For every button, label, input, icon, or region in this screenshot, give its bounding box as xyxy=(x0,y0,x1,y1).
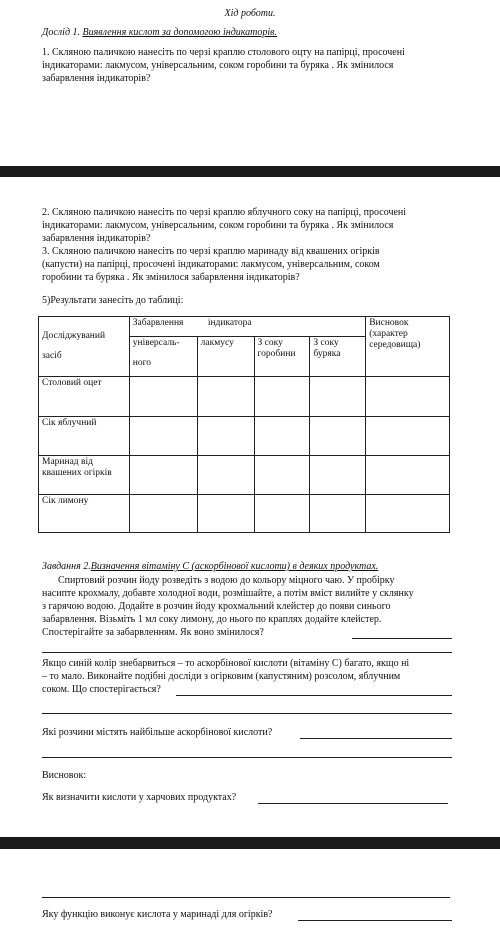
row-label: Столовий оцет xyxy=(39,377,130,417)
row-label: Сік яблучний xyxy=(39,417,130,456)
step-1-line: 1. Скляною паличкою нанесіть по черзі краплю столового оцту на папірці, просочені xyxy=(42,47,405,58)
task-2-paragraph-line: забарвлення. Візьміть 1 мл соку лимону, до нього по краплях додайте клейстер. xyxy=(42,614,382,625)
table-cell[interactable] xyxy=(197,417,254,456)
table-cell[interactable] xyxy=(129,495,197,533)
task-2-hint-line: – то мало. Виконайте подібні досліди з огірковим (капустяним) розсолом, яблучним xyxy=(42,671,401,682)
table-cell[interactable] xyxy=(254,377,310,417)
table-cell[interactable] xyxy=(129,456,197,495)
conclusion-label: Висновок: xyxy=(42,770,87,781)
table-row xyxy=(39,495,450,533)
task-2-paragraph-line: Спиртовий розчин йоду розведіть з водою до кольору міцного чаю. У пробірку xyxy=(58,575,395,586)
task-2-paragraph-line: насипте крохмалу, добавте холодної води, розмішайте, а потім вміст вилийте у склянку xyxy=(42,588,414,599)
task-2-paragraph-line: Спостерігайте за забарвленням. Як воно змінилося? xyxy=(42,627,264,638)
table-cell[interactable] xyxy=(310,417,366,456)
table-cell[interactable] xyxy=(254,495,310,533)
table-cell[interactable] xyxy=(366,417,450,456)
header-substance xyxy=(39,317,130,377)
header-indicator-color xyxy=(129,317,365,337)
step-1-line: індикаторами: лакмусом, універсальним, соком горобини та буряка . Як змінилося xyxy=(42,60,394,71)
step-5-instruction: 5)Результати занесіть до таблиці: xyxy=(42,295,184,306)
results-table xyxy=(38,316,450,533)
table-row xyxy=(39,377,450,417)
step-2-line: забарвлення індикаторів? xyxy=(42,233,151,244)
step-2-line: індикаторами: лакмусом, універсальним, соком горобини та буряка . Як змінилося xyxy=(42,220,394,231)
answer-line[interactable] xyxy=(42,757,452,758)
col-litmus: лакмусу xyxy=(197,337,254,377)
header-substance-l1: Досліджуваний xyxy=(42,331,106,341)
step-2-line: 2. Скляною паличкою нанесіть по черзі краплю яблучного соку на папірці, просочені xyxy=(42,207,407,218)
table-cell[interactable] xyxy=(310,377,366,417)
question-most-acid: Які розчини містять найбільше аскорбінової кислоти? xyxy=(42,727,273,738)
table-cell[interactable] xyxy=(366,456,450,495)
header-substance-l2: засіб xyxy=(42,351,62,361)
table-cell[interactable] xyxy=(366,495,450,533)
table-row xyxy=(39,417,450,456)
table-cell[interactable] xyxy=(254,417,310,456)
step-3-line: (капусти) на папірці, просочені індикаторами: лакмусом, універсальним, соком xyxy=(42,259,380,270)
task-2-topic: Визначення вітаміну С (аскорбінової кислоти) в деяких продуктах. xyxy=(90,561,379,572)
table-cell[interactable] xyxy=(310,495,366,533)
row-label: Сік лимону xyxy=(39,495,130,533)
row-label: Маринад від квашених огірків xyxy=(39,456,130,495)
header-color: Забарвлення xyxy=(132,318,184,328)
step-1-line: забарвлення індикаторів? xyxy=(42,73,151,84)
task-2-title xyxy=(42,561,378,574)
header-indicator: індикатора xyxy=(207,318,252,328)
answer-line[interactable] xyxy=(352,638,452,639)
answer-line[interactable] xyxy=(176,695,452,696)
answer-line[interactable] xyxy=(300,738,452,739)
answer-line[interactable] xyxy=(42,652,452,653)
header-conclusion: Висновок (характер середовища) xyxy=(366,317,450,377)
table-cell[interactable] xyxy=(129,417,197,456)
col-universal-l1: універсаль- xyxy=(132,338,180,348)
experiment-label: Дослід 1. xyxy=(42,27,80,38)
page-2 xyxy=(0,177,500,837)
answer-line[interactable] xyxy=(298,920,452,921)
question-marinade-function: Яку функцію виконує кислота у маринаді для огірків? xyxy=(42,909,273,920)
experiment-title: Виявлення кислот за допомогою індикаторів. xyxy=(82,27,278,38)
col-beet: З соку буряка xyxy=(310,337,366,377)
table-cell[interactable] xyxy=(197,377,254,417)
table-cell[interactable] xyxy=(197,456,254,495)
answer-line[interactable] xyxy=(42,897,450,898)
task-2-hint-line: Якщо синій колір знебарвиться – то аскорбінової кислоти (вітаміну С) багато, якщо ні xyxy=(42,658,410,669)
col-rowan: З соку горобини xyxy=(254,337,310,377)
col-universal-l2: ного xyxy=(132,358,152,368)
table-cell[interactable] xyxy=(254,456,310,495)
table-cell[interactable] xyxy=(366,377,450,417)
table-cell[interactable] xyxy=(129,377,197,417)
col-universal xyxy=(129,337,197,377)
step-3-line: горобини та буряка . Як змінилося забарвлення індикаторів? xyxy=(42,272,300,283)
step-3-line: 3. Скляною паличкою нанесіть по черзі краплю маринаду від квашених огірків xyxy=(42,246,380,257)
heading: Хід роботи. xyxy=(224,8,276,19)
table-cell[interactable] xyxy=(310,456,366,495)
task-2-label: Завдання 2. xyxy=(42,561,91,572)
page-3 xyxy=(0,849,500,932)
task-2-paragraph-line: з гарячою водою. Додайте в розчин йоду крохмальний клейстер до появи синього xyxy=(42,601,391,612)
answer-line[interactable] xyxy=(42,713,452,714)
answer-line[interactable] xyxy=(258,803,448,804)
task-2-hint-line: соком. Що спостерігається? xyxy=(42,684,161,695)
page-1 xyxy=(0,0,500,166)
table-row xyxy=(39,456,450,495)
table-cell[interactable] xyxy=(197,495,254,533)
experiment-1-title xyxy=(42,27,277,40)
question-detect-acids: Як визначити кислоти у харчових продуктах? xyxy=(42,792,237,803)
